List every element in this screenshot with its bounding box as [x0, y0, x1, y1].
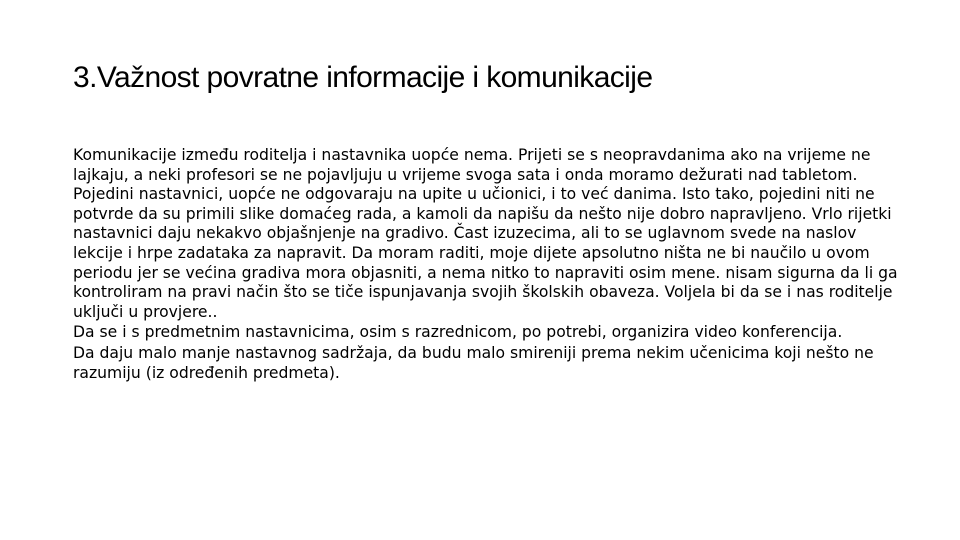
slide-body [73, 146, 903, 384]
body-paragraph-less-content: Da daju malo manje nastavnog sadržaja, da budu malo smireniji prema nekim učenicima koji nešto ne razumiju (iz određenih predmeta). [73, 343, 874, 382]
body-paragraph-complaints: Komunikacije između roditelja i nastavnika uopće nema. Prijeti se s neopravdanima ako na vrijeme ne lajkaju, a neki profesori se ne pojavljuju u vrijeme svoga sata i onda moramo dežurati nad tabletom. Pojedini nastavnici, uopće ne odgovaraju na upite u učionici, i to već danima. Isto tako, pojedini niti ne potvrde da su primili slike domaćeg rada, a kamoli da napišu da nešto nije dobro napravljeno. Vrlo rijetki nastavnici daju nekakvo objašnjenje na gradivo. Čast izuzecima, ali to se uglavnom svede na naslov lekcije i hrpe zadataka za napravit. Da moram raditi, moje dijete apsolutno ništa ne bi naučilo u ovom periodu jer se većina gradiva mora objasniti, a nema nitko to napraviti osim mene. nisam sigurna da li ga kontroliram na pravi način što se tiče ispunjavanja svojih školskih obaveza. Voljela bi da se i nas roditelje uključi u provjere.. [73, 146, 898, 321]
body-paragraph-video-conference: Da se i s predmetnim nastavnicima, osim s razrednicom, po potrebi, organizira video konferencija. [73, 323, 843, 342]
slide-title: 3.Važnost povratne informacije i komunikacije [73, 61, 653, 94]
